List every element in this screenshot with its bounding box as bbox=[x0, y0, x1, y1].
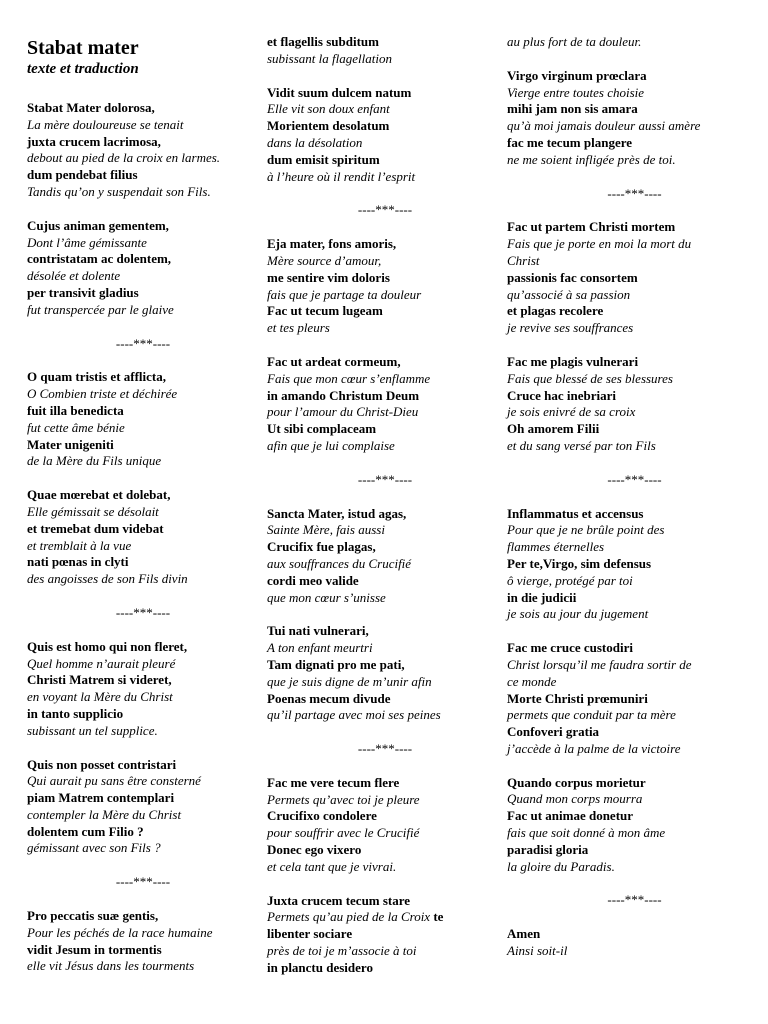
stanza bbox=[267, 893, 503, 977]
french-text: et tremblait à la vue bbox=[27, 537, 132, 553]
latin-line bbox=[27, 757, 259, 774]
latin-text: Christi Matrem si videret, bbox=[27, 672, 172, 688]
latin-line bbox=[267, 236, 503, 253]
french-text: à l’heure où il rendit l’esprit bbox=[267, 168, 416, 184]
latin-text: Fac me cruce custodiri bbox=[507, 640, 633, 656]
french-text: Sainte Mère, fais aussi bbox=[267, 522, 385, 538]
french-text: ô vierge, protégé par toi bbox=[507, 572, 633, 588]
french-text: Christ lorsqu’il me faudra sortir de bbox=[507, 656, 692, 672]
french-line bbox=[27, 840, 259, 857]
french-text: Elle gémissait se désolait bbox=[27, 503, 159, 519]
latin-text: Quis est homo qui non fleret, bbox=[27, 638, 188, 654]
french-line bbox=[27, 656, 259, 673]
latin-text: Quis non posset contristari bbox=[27, 756, 177, 772]
french-line bbox=[267, 556, 503, 573]
latin-line bbox=[267, 354, 503, 371]
latin-line bbox=[507, 303, 762, 320]
french-text: Pour que je ne brûle point des bbox=[507, 522, 665, 538]
latin-line bbox=[267, 85, 503, 102]
latin-text: Mater unigeniti bbox=[27, 436, 114, 452]
french-line bbox=[507, 320, 762, 337]
stanza bbox=[507, 775, 762, 876]
french-line bbox=[507, 287, 762, 304]
stanza bbox=[27, 908, 259, 975]
latin-text: Morientem desolatum bbox=[267, 118, 390, 134]
french-text: contempler la Mère du Christ bbox=[27, 806, 182, 822]
french-text: que je suis digne de m’unir afin bbox=[267, 673, 432, 689]
latin-text: Ut sibi complaceam bbox=[267, 421, 377, 437]
latin-line bbox=[27, 706, 259, 723]
latin-line bbox=[27, 403, 259, 420]
french-text: que mon cœur s’unisse bbox=[267, 589, 386, 605]
latin-line bbox=[267, 506, 503, 523]
latin-line bbox=[27, 487, 259, 504]
latin-text: Per te,Virgo, sim defensus bbox=[507, 555, 652, 571]
french-text: pour l’amour du Christ-Dieu bbox=[267, 404, 419, 420]
french-line bbox=[507, 943, 762, 960]
section-separator: ----***---- bbox=[607, 471, 662, 487]
french-line bbox=[267, 640, 503, 657]
section-separator: ----***---- bbox=[357, 202, 413, 218]
french-text: et du sang versé par ton Fils bbox=[507, 437, 656, 453]
french-line bbox=[507, 859, 762, 876]
french-line bbox=[267, 707, 503, 724]
french-line bbox=[267, 253, 503, 270]
latin-line bbox=[267, 926, 503, 943]
french-line bbox=[267, 943, 503, 960]
french-text: Fais que je porte en moi la mort du bbox=[507, 236, 692, 252]
french-line bbox=[267, 909, 503, 926]
stanza bbox=[267, 623, 503, 724]
stanza bbox=[27, 487, 259, 588]
french-line bbox=[267, 371, 503, 388]
column-1 bbox=[27, 34, 259, 992]
french-text: Permets qu’au pied de la Croix bbox=[267, 909, 431, 925]
latin-text: Fac ut tecum lugeam bbox=[267, 303, 383, 319]
french-line bbox=[267, 522, 503, 539]
latin-line bbox=[267, 960, 503, 977]
french-line bbox=[27, 420, 259, 437]
french-line bbox=[507, 118, 762, 135]
french-line bbox=[507, 606, 762, 623]
stanza bbox=[27, 757, 259, 858]
latin-text: Quando corpus morietur bbox=[507, 774, 646, 790]
latin-line bbox=[27, 824, 259, 841]
latin-text: Stabat Mater dolorosa, bbox=[27, 100, 155, 115]
latin-line bbox=[507, 556, 762, 573]
latin-text: dum pendebat filius bbox=[27, 167, 138, 183]
french-line bbox=[267, 438, 503, 455]
french-line bbox=[27, 807, 259, 824]
latin-line bbox=[507, 421, 762, 438]
french-text: fais que soit donné à mon âme bbox=[507, 825, 666, 841]
section-separator: ----***---- bbox=[115, 874, 171, 890]
french-text: permets que conduit par ta mère bbox=[507, 707, 676, 723]
french-line bbox=[507, 573, 762, 590]
latin-line bbox=[267, 421, 503, 438]
french-text: La mère douloureuse se tenait bbox=[27, 116, 184, 132]
latin-text: Sancta Mater, istud agas, bbox=[267, 505, 407, 521]
latin-line bbox=[507, 808, 762, 825]
french-line bbox=[267, 135, 503, 152]
page-subtitle: texte et traduction bbox=[27, 61, 139, 77]
latin-line bbox=[507, 388, 762, 405]
latin-text: Inflammatus et accensus bbox=[507, 505, 644, 521]
latin-text: Virgo virginum prœclara bbox=[507, 67, 647, 83]
latin-text: Fac ut ardeat cormeum, bbox=[267, 353, 401, 369]
french-text: je revive ses souffrances bbox=[507, 320, 634, 336]
french-text: flammes éternelles bbox=[507, 539, 605, 555]
stanza bbox=[507, 506, 762, 624]
latin-text: Oh amorem Filii bbox=[507, 421, 600, 437]
french-text: fut cette âme bénie bbox=[27, 419, 125, 435]
french-text: en voyant la Mère du Christ bbox=[27, 689, 173, 705]
french-line bbox=[507, 371, 762, 388]
latin-text: et flagellis subditum bbox=[267, 34, 379, 49]
latin-line bbox=[507, 219, 762, 236]
french-text: Dont l’âme gémissante bbox=[27, 234, 147, 250]
french-text: gémissant avec son Fils ? bbox=[27, 840, 161, 856]
latin-line bbox=[27, 639, 259, 656]
french-text: désolée et dolente bbox=[27, 268, 121, 284]
french-text: ne me soient infligée près de toi. bbox=[507, 151, 676, 167]
french-line bbox=[27, 150, 259, 167]
latin-line bbox=[267, 118, 503, 135]
french-text: la gloire du Paradis. bbox=[507, 858, 615, 874]
stanza bbox=[507, 219, 762, 337]
latin-text: per transivit gladius bbox=[27, 284, 139, 300]
latin-line bbox=[507, 775, 762, 792]
french-text: des angoisses de son Fils divin bbox=[27, 571, 188, 587]
french-line bbox=[27, 773, 259, 790]
french-line bbox=[267, 320, 503, 337]
latin-line bbox=[507, 506, 762, 523]
french-line bbox=[27, 117, 259, 134]
french-line bbox=[27, 184, 259, 201]
french-line bbox=[507, 825, 762, 842]
latin-line bbox=[507, 270, 762, 287]
french-text: de la Mère du Fils unique bbox=[27, 453, 162, 469]
latin-line bbox=[267, 893, 503, 910]
french-line bbox=[267, 101, 503, 118]
french-line bbox=[507, 791, 762, 808]
french-text: Fais que blessé de ses blessures bbox=[507, 370, 673, 386]
latin-line bbox=[27, 218, 259, 235]
french-text: et tes pleurs bbox=[267, 320, 330, 336]
latin-line bbox=[27, 167, 259, 184]
latin-text: contristatam ac dolentem, bbox=[27, 251, 172, 267]
section-separator: ----***---- bbox=[357, 471, 413, 487]
latin-line bbox=[27, 285, 259, 302]
french-line bbox=[507, 438, 762, 455]
latin-text: Fac me vere tecum flere bbox=[267, 774, 400, 790]
french-text: Mère source d’amour, bbox=[267, 252, 382, 268]
latin-text: me sentire vim doloris bbox=[267, 269, 390, 285]
latin-line bbox=[27, 908, 259, 925]
french-line bbox=[27, 958, 259, 975]
stanza bbox=[507, 68, 762, 169]
stanza bbox=[267, 34, 503, 68]
stanza bbox=[507, 34, 762, 51]
french-line bbox=[507, 741, 762, 758]
french-text: Vierge entre toutes choisie bbox=[507, 84, 645, 100]
column-2 bbox=[267, 34, 503, 994]
french-text: subissant la flagellation bbox=[267, 50, 392, 66]
column-3 bbox=[507, 34, 762, 977]
latin-text: in planctu desidero bbox=[267, 959, 373, 975]
french-line bbox=[507, 707, 762, 724]
latin-text: dolentem cum Filio ? bbox=[27, 823, 144, 839]
section-separator: ----***---- bbox=[115, 604, 171, 620]
latin-line bbox=[27, 554, 259, 571]
latin-line bbox=[27, 437, 259, 454]
latin-text: Crucifix fue plagas, bbox=[267, 539, 376, 555]
french-line bbox=[507, 522, 762, 539]
latin-text: Donec ego vixero bbox=[267, 842, 362, 858]
stanza bbox=[27, 639, 259, 740]
latin-text-continuation: te bbox=[430, 909, 444, 925]
french-line bbox=[27, 571, 259, 588]
french-text: Permets qu’avec toi je pleure bbox=[267, 791, 420, 807]
french-text: et cela tant que je vivrai. bbox=[267, 858, 397, 874]
french-line bbox=[27, 268, 259, 285]
latin-text: Amen bbox=[507, 926, 541, 942]
section-separator: ----***---- bbox=[357, 741, 413, 757]
french-line bbox=[507, 674, 762, 691]
french-text: Quel homme n’aurait pleuré bbox=[27, 655, 176, 671]
french-text: fut transpercée par le glaive bbox=[27, 301, 174, 317]
french-text: A ton enfant meurtri bbox=[267, 640, 373, 656]
latin-line bbox=[267, 842, 503, 859]
latin-line bbox=[267, 539, 503, 556]
latin-line bbox=[507, 691, 762, 708]
french-line bbox=[27, 386, 259, 403]
french-text: O Combien triste et déchirée bbox=[27, 386, 178, 402]
french-text: afin que je lui complaise bbox=[267, 437, 395, 453]
latin-text: Fac me plagis vulnerari bbox=[507, 353, 639, 369]
latin-text: paradisi gloria bbox=[507, 841, 589, 857]
french-text: je sois enivré de sa croix bbox=[507, 404, 636, 420]
latin-line bbox=[27, 790, 259, 807]
latin-line bbox=[27, 942, 259, 959]
french-line bbox=[507, 253, 762, 270]
french-text: qu’il partage avec moi ses peines bbox=[267, 707, 441, 723]
latin-line bbox=[267, 808, 503, 825]
latin-text: Confoveri gratia bbox=[507, 724, 600, 740]
french-line bbox=[267, 792, 503, 809]
latin-text: piam Matrem contemplari bbox=[27, 790, 175, 806]
french-line bbox=[27, 689, 259, 706]
french-line bbox=[507, 539, 762, 556]
latin-text: Eja mater, fons amoris, bbox=[267, 236, 397, 252]
french-line bbox=[267, 590, 503, 607]
latin-text: Tam dignati pro me pati, bbox=[267, 656, 405, 672]
latin-line bbox=[267, 657, 503, 674]
section-separator: ----***---- bbox=[607, 185, 662, 201]
latin-text: Poenas mecum divude bbox=[267, 690, 391, 706]
latin-line bbox=[267, 691, 503, 708]
french-line bbox=[507, 236, 762, 253]
latin-text: et tremebat dum videbat bbox=[27, 520, 164, 536]
french-line bbox=[507, 34, 762, 51]
french-line bbox=[267, 825, 503, 842]
french-text: pour souffrir avec le Crucifié bbox=[267, 825, 420, 841]
latin-line bbox=[267, 270, 503, 287]
french-line bbox=[267, 404, 503, 421]
latin-line bbox=[27, 251, 259, 268]
latin-text: Cruce hac inebriari bbox=[507, 387, 617, 403]
stanza bbox=[267, 775, 503, 876]
latin-line bbox=[507, 101, 762, 118]
french-line bbox=[27, 925, 259, 942]
stanza bbox=[267, 506, 503, 607]
french-text: ce monde bbox=[507, 673, 557, 689]
latin-line bbox=[507, 590, 762, 607]
latin-line bbox=[507, 724, 762, 741]
latin-line bbox=[27, 672, 259, 689]
stanza bbox=[27, 218, 259, 319]
french-text: Tandis qu’on y suspendait son Fils. bbox=[27, 183, 211, 199]
french-text: subissant un tel supplice. bbox=[27, 722, 158, 738]
french-text: aux souffrances du Crucifié bbox=[267, 555, 412, 571]
stanza bbox=[267, 354, 503, 455]
latin-text: Vidit suum dulcem natum bbox=[267, 84, 412, 100]
stanza bbox=[507, 640, 762, 758]
french-text: Fais que mon cœur s’enflamme bbox=[267, 370, 431, 386]
french-line bbox=[507, 657, 762, 674]
french-text: Qui aurait pu sans être consterné bbox=[27, 773, 201, 789]
latin-text: mihi jam non sis amara bbox=[507, 101, 638, 117]
stanza bbox=[267, 236, 503, 337]
stanza bbox=[27, 369, 259, 470]
latin-text: libenter sociare bbox=[267, 926, 353, 942]
latin-text: juxta crucem lacrimosa, bbox=[27, 133, 161, 149]
stanza bbox=[507, 354, 762, 455]
french-text: qu’associé à sa passion bbox=[507, 286, 631, 302]
latin-text: et plagas recolere bbox=[507, 303, 604, 319]
french-line bbox=[27, 453, 259, 470]
french-text: Ainsi soit-il bbox=[507, 943, 568, 959]
stanza bbox=[267, 85, 503, 186]
page-title: Stabat mater bbox=[27, 37, 139, 59]
french-text: j’accède à la palme de la victoire bbox=[507, 740, 681, 756]
french-text: qu’à moi jamais douleur aussi amère bbox=[507, 118, 701, 134]
latin-line bbox=[507, 354, 762, 371]
latin-line bbox=[507, 842, 762, 859]
latin-line bbox=[267, 303, 503, 320]
french-text: Christ bbox=[507, 252, 540, 268]
french-line bbox=[27, 302, 259, 319]
latin-text: in tanto supplicio bbox=[27, 705, 124, 721]
latin-text: Fac ut partem Christi mortem bbox=[507, 219, 676, 235]
latin-line bbox=[267, 623, 503, 640]
french-text: Elle vit son doux enfant bbox=[267, 101, 390, 117]
french-text: près de toi je m’associe à toi bbox=[267, 943, 417, 959]
french-text: debout au pied de la croix en larmes. bbox=[27, 150, 221, 166]
latin-line bbox=[27, 134, 259, 151]
latin-text: Quae mœrebat et dolebat, bbox=[27, 487, 171, 503]
latin-text: vidit Jesum in tormentis bbox=[27, 941, 162, 957]
french-line bbox=[507, 404, 762, 421]
latin-text: dum emisit spiritum bbox=[267, 151, 380, 167]
latin-text: fuit illa benedicta bbox=[27, 402, 124, 418]
latin-text: Tui nati vulnerari, bbox=[267, 623, 369, 639]
french-text: Quand mon corps mourra bbox=[507, 791, 643, 807]
latin-line bbox=[27, 100, 259, 117]
latin-line bbox=[267, 775, 503, 792]
latin-text: Fac ut animae donetur bbox=[507, 808, 634, 824]
latin-line bbox=[267, 573, 503, 590]
french-text: dans la désolation bbox=[267, 134, 363, 150]
section-separator: ----***---- bbox=[115, 335, 171, 351]
french-text: Pour les péchés de la race humaine bbox=[27, 924, 213, 940]
latin-text: Juxta crucem tecum stare bbox=[267, 892, 411, 908]
latin-line bbox=[267, 152, 503, 169]
latin-text: O quam tristis et afflicta, bbox=[27, 369, 167, 385]
latin-text: in amando Christum Deum bbox=[267, 387, 420, 403]
latin-text: passionis fac consortem bbox=[507, 269, 638, 285]
french-line bbox=[267, 287, 503, 304]
latin-line bbox=[267, 388, 503, 405]
latin-text: fac me tecum plangere bbox=[507, 134, 633, 150]
latin-text: in die judicii bbox=[507, 589, 577, 605]
french-text: fais que je partage ta douleur bbox=[267, 286, 422, 302]
latin-text: nati pœnas in clyti bbox=[27, 554, 129, 570]
french-line bbox=[507, 85, 762, 102]
latin-text: Morte Christi prœmuniri bbox=[507, 690, 648, 706]
latin-line bbox=[267, 34, 503, 51]
latin-text: Crucifixo condolere bbox=[267, 808, 377, 824]
french-line bbox=[507, 152, 762, 169]
latin-line bbox=[27, 521, 259, 538]
french-text: je sois au jour du jugement bbox=[507, 606, 649, 622]
latin-line bbox=[507, 68, 762, 85]
french-line bbox=[267, 674, 503, 691]
french-line bbox=[27, 504, 259, 521]
latin-line bbox=[27, 369, 259, 386]
stanza bbox=[507, 926, 762, 960]
french-line bbox=[27, 538, 259, 555]
latin-text: cordi meo valide bbox=[267, 572, 359, 588]
french-line bbox=[27, 235, 259, 252]
latin-text: Cujus animan gementem, bbox=[27, 217, 169, 233]
french-text: au plus fort de ta douleur. bbox=[507, 34, 642, 49]
latin-text: Pro peccatis suæ gentis, bbox=[27, 908, 159, 924]
latin-line bbox=[507, 640, 762, 657]
latin-line bbox=[507, 135, 762, 152]
french-line bbox=[27, 723, 259, 740]
french-line bbox=[267, 169, 503, 186]
french-text: elle vit Jésus dans les tourments bbox=[27, 958, 195, 974]
french-line bbox=[267, 51, 503, 68]
stanza bbox=[27, 100, 259, 201]
latin-line bbox=[507, 926, 762, 943]
french-line bbox=[267, 859, 503, 876]
section-separator: ----***---- bbox=[607, 892, 662, 908]
